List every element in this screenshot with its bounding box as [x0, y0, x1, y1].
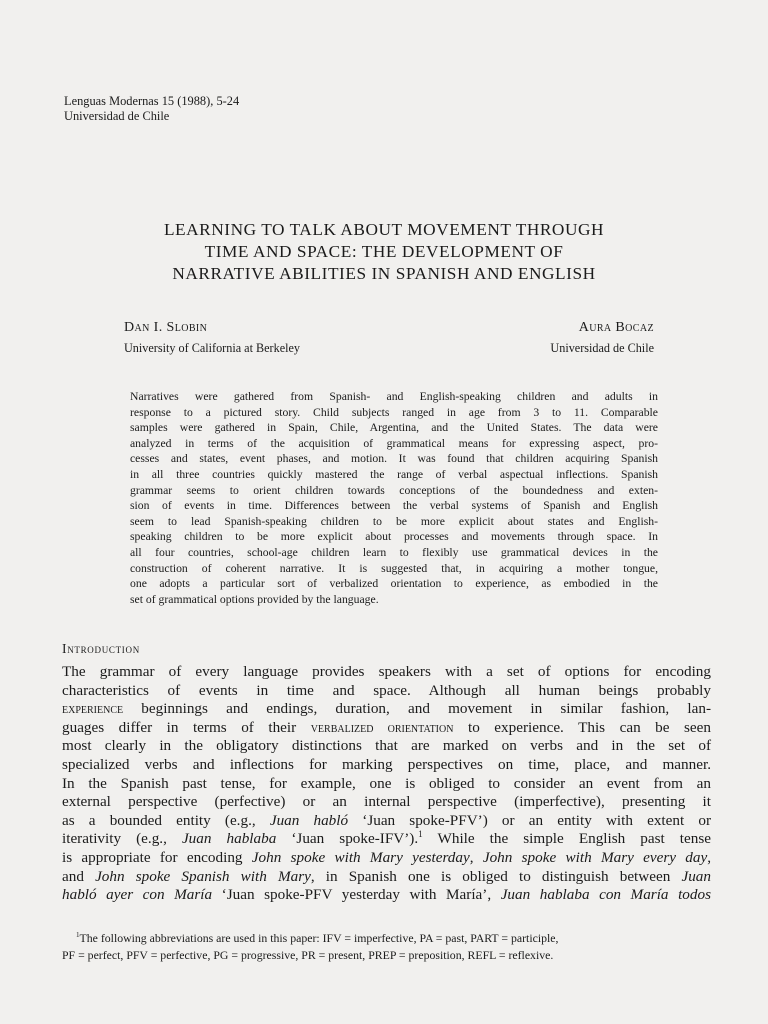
- example-italic: habló ayer con María: [62, 886, 213, 904]
- body-text-fragment: as a bounded entity (e.g.,: [62, 811, 270, 829]
- title-line-3: NARRATIVE ABILITIES IN SPANISH AND ENGLISH: [172, 264, 596, 283]
- example-italic: Juan: [681, 867, 711, 885]
- body-line: [62, 700, 711, 719]
- author-block-slobin: [124, 318, 300, 358]
- body-text-fragment: is appropriate for encoding: [62, 848, 252, 866]
- body-text-fragment: iterativity (e.g.,: [62, 830, 182, 848]
- body-text-fragment: ‘Juan spoke-IFV’).: [276, 830, 419, 848]
- example-italic: Juan habló: [269, 811, 349, 829]
- author-affiliation: University of California at Berkeley: [124, 341, 300, 355]
- abstract-line: in all three countries quickly mastered the range of verbal aspectual inflections. Spanish: [130, 467, 658, 481]
- body-line: external perspective (perfective) or an internal perspective (imperfective), presenting it: [62, 793, 711, 811]
- title-line-2: TIME AND SPACE: THE DEVELOPMENT OF: [204, 242, 564, 261]
- abstract-line: response to a pictured story. Child subjects ranged in age from 3 to 11. Comparable: [130, 405, 658, 419]
- example-italic: John spoke with Mary every day: [482, 848, 708, 866]
- abstract: [130, 389, 658, 607]
- abstract-line: grammar seems to orient children towards conceptions of the boundedness and exten-: [130, 483, 658, 497]
- body-line: [62, 812, 711, 831]
- body-line: [62, 868, 711, 887]
- abstract-line: construction of coherent narrative. It is suggested that, in acquiring a mother tongue,: [130, 561, 658, 575]
- body-line: specialized verbs and inflections for marking perspectives on time, place, and manner.: [62, 755, 711, 773]
- abstract-line: Narratives were gathered from Spanish- and English-speaking children and adults in: [130, 390, 658, 403]
- example-italic: John spoke Spanish with Mary: [95, 867, 311, 885]
- footnote-marker: 1: [76, 931, 80, 940]
- journal-header: [64, 94, 239, 124]
- author-affiliation: Universidad de Chile: [550, 341, 654, 355]
- body-line: most clearly in the obligatory distinctions that are marked on verbs and in the set of: [62, 737, 711, 755]
- abstract-line: all four countries, school-age children learn to flexibly use grammatical devices in the: [130, 545, 658, 559]
- author-name: Dan I. Slobin: [124, 320, 208, 335]
- abstract-line: analyzed in terms of the acquisition of grammatical means for expressing aspect, pro-: [130, 436, 658, 450]
- body-line: In the Spanish past tense, for example, one is obliged to consider an event from an: [62, 774, 711, 792]
- example-italic: Juan hablaba: [181, 830, 277, 848]
- section-heading-introduction: Introduction: [62, 641, 140, 656]
- abstract-line: speaking children to be more explicit about processes and movements through space. In: [130, 530, 658, 544]
- body-line: The grammar of every language provides speakers with a set of options for encoding: [62, 663, 711, 680]
- body-text-fragment: and: [62, 867, 96, 885]
- footnote-line: PF = perfect, PFV = perfective, PG = progressive, PR = present, PREP = preposition, REFL = reflexive.: [62, 948, 554, 962]
- body-text-fragment: While the simple English past tense: [422, 830, 711, 848]
- body-line: [62, 719, 711, 738]
- body-text-fragment: ‘Juan spoke-PFV’) or an entity with extent or: [348, 811, 712, 829]
- body-text-fragment: ‘Juan spoke-PFV yesterday with María’,: [212, 886, 501, 904]
- title-line-1: LEARNING TO TALK ABOUT MOVEMENT THROUGH: [163, 220, 605, 239]
- footnote-text: The following abbreviations are used in this paper: IFV = imperfective, PA = past, PART = participle,: [79, 931, 559, 945]
- journal-institution: Universidad de Chile: [64, 109, 170, 123]
- small-caps-term: verbalized orientation: [310, 719, 454, 735]
- small-caps-term: experience: [62, 701, 124, 717]
- abstract-line: set of grammatical options provided by the language.: [130, 592, 379, 606]
- body-line: [62, 830, 711, 849]
- author-name: Aura Bocaz: [578, 320, 654, 335]
- paper-title: [0, 219, 768, 285]
- body-text-fragment: guages differ in terms of their: [62, 718, 311, 736]
- body-text-fragment: , in Spanish one is obliged to distinguish between: [310, 867, 682, 885]
- journal-citation: Lenguas Modernas 15 (1988), 5-24: [64, 94, 240, 108]
- abstract-line: one adopts a particular sort of verbalized orientation to experience, as embodied in the: [130, 577, 658, 591]
- example-italic: Juan hablaba con María todos: [500, 886, 711, 904]
- footnote-line: [62, 930, 711, 947]
- body-paragraph: [62, 663, 711, 905]
- body-line: [62, 886, 711, 905]
- body-text-fragment: beginnings and endings, duration, and movement in similar fashion, lan-: [123, 700, 711, 718]
- abstract-line: seem to lead Spanish-speaking children to be more explicit about states and English-: [130, 514, 658, 528]
- body-line: [62, 849, 711, 868]
- body-text-fragment: to experience. This can be seen: [453, 718, 712, 736]
- body-text-fragment: ,: [469, 848, 483, 866]
- body-text-fragment: ,: [707, 848, 712, 866]
- footnote: [62, 930, 711, 964]
- author-block-bocaz: [550, 318, 654, 358]
- footnote-marker: 1: [418, 829, 423, 840]
- example-italic: John spoke with Mary yesterday: [251, 848, 470, 866]
- abstract-line: samples were gathered in Spain, Chile, Argentina, and the United States. The data were: [130, 421, 658, 435]
- abstract-line: cesses and states, event phases, and motion. It was found that children acquiring Spanish: [130, 452, 658, 466]
- abstract-line: sion of events in time. Differences between the verbal systems of Spanish and English: [130, 499, 658, 513]
- body-line: characteristics of events in time and space. Although all human beings probably: [62, 681, 711, 699]
